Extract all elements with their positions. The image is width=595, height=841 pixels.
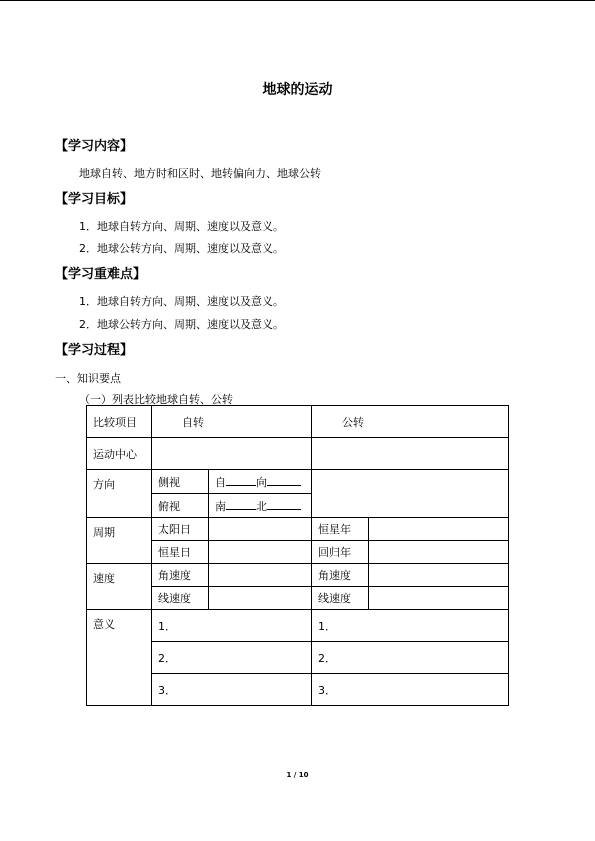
north-label: 北 [256, 499, 267, 513]
sidereal-year-label: 恒星年 [312, 518, 369, 541]
sidereal-day-label: 恒星日 [152, 541, 209, 564]
table-header-row [87, 406, 509, 438]
south-label: 南 [215, 499, 226, 513]
rotation-center-cell [152, 438, 312, 470]
part-one-heading: 一、知识要点 [55, 372, 121, 385]
sidereal-year-value [369, 518, 509, 541]
rotation-meaning-3: 3． [152, 674, 312, 706]
rotation-linear-value [209, 587, 312, 610]
table-row [87, 438, 509, 470]
revolution-center-cell [312, 438, 509, 470]
solar-day-value [209, 518, 312, 541]
header-item-cell: 比较项目 [87, 406, 152, 438]
sidereal-day-value [209, 541, 312, 564]
blank-line [267, 475, 301, 486]
page-number: 1 / 10 [286, 771, 309, 779]
section-heading-content: 【学习内容】 [55, 139, 134, 154]
from-label: 自 [215, 475, 226, 489]
content-text: 地球自转、地方时和区时、地转偏向力、地球公转 [79, 167, 321, 180]
revolution-angular-label: 角速度 [312, 564, 369, 587]
to-label: 向 [256, 475, 267, 489]
table-row [87, 564, 509, 587]
direction-label: 方向 [87, 470, 152, 518]
side-view-fill [209, 470, 312, 494]
table-row [87, 518, 509, 541]
revolution-linear-value [369, 587, 509, 610]
key-point-item-1: 1．地球自转方向、周期、速度以及意义。 [79, 295, 284, 308]
blank-line [267, 499, 301, 510]
speed-label: 速度 [87, 564, 152, 610]
rotation-angular-label: 角速度 [152, 564, 209, 587]
revolution-direction-cell [312, 470, 509, 518]
tropical-year-value [369, 541, 509, 564]
rotation-linear-label: 线速度 [152, 587, 209, 610]
table-row [87, 470, 509, 494]
header-rotation-cell: 自转 [152, 406, 312, 438]
section-heading-process: 【学习过程】 [55, 343, 134, 358]
top-view-fill [209, 494, 312, 518]
blank-line [226, 475, 256, 486]
period-label: 周期 [87, 518, 152, 564]
goal-item-2: 2．地球公转方向、周期、速度以及意义。 [79, 242, 284, 255]
section-heading-goals: 【学习目标】 [55, 192, 134, 207]
solar-day-label: 太阳日 [152, 518, 209, 541]
revolution-angular-value [369, 564, 509, 587]
sub-heading-table: （一）列表比较地球自转、公转 [79, 393, 233, 406]
revolution-meaning-3: 3． [312, 674, 509, 706]
rotation-angular-value [209, 564, 312, 587]
table-row [87, 610, 509, 642]
header-revolution-cell: 公转 [312, 406, 509, 438]
section-heading-key-points: 【学习重难点】 [55, 267, 147, 282]
side-view-label: 侧视 [152, 470, 209, 494]
top-border-line [0, 0, 595, 1]
page-title: 地球的运动 [262, 82, 333, 98]
motion-center-label: 运动中心 [87, 438, 152, 470]
revolution-meaning-1: 1． [312, 610, 509, 642]
goal-item-1: 1．地球自转方向、周期、速度以及意义。 [79, 220, 284, 233]
meaning-label: 意义 [87, 610, 152, 706]
key-point-item-2: 2．地球公转方向、周期、速度以及意义。 [79, 318, 284, 331]
rotation-meaning-2: 2． [152, 642, 312, 674]
top-view-label: 俯视 [152, 494, 209, 518]
revolution-meaning-2: 2． [312, 642, 509, 674]
revolution-linear-label: 线速度 [312, 587, 369, 610]
rotation-meaning-1: 1． [152, 610, 312, 642]
comparison-table [86, 405, 509, 706]
blank-line [226, 499, 256, 510]
tropical-year-label: 回归年 [312, 541, 369, 564]
